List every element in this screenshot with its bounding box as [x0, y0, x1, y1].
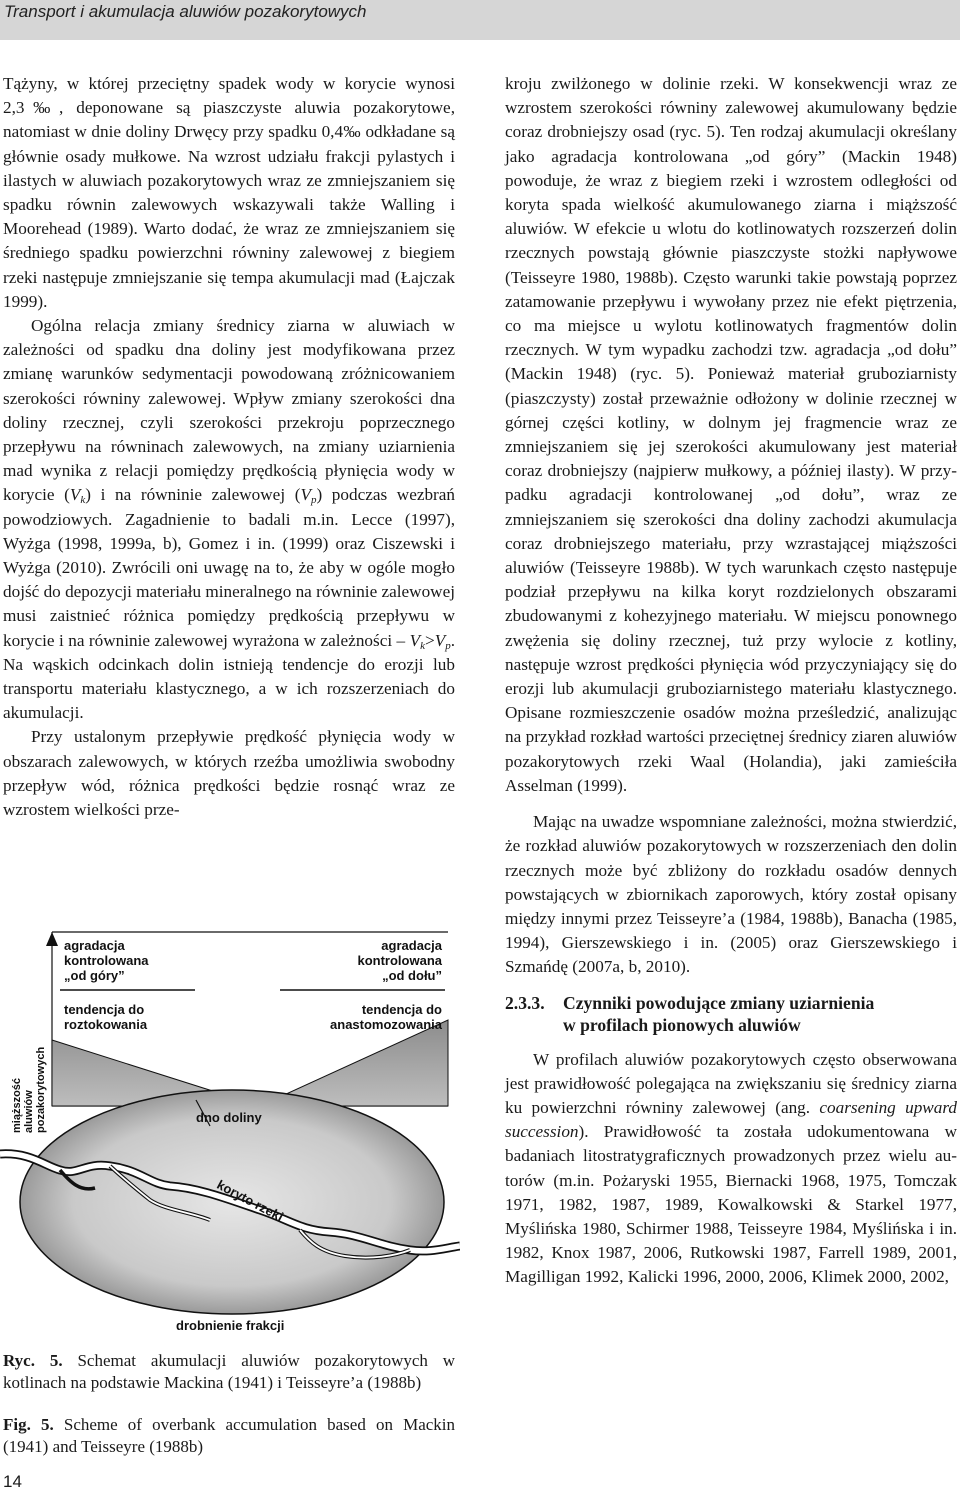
right-paragraph-1: kroju zwilżonego w dolinie rzeki. W konsekwencji wraz ze wzrostem szerokości równiny zalewowej akumulowany będzie coraz drobniejszy osad (ryc. 5). Ten rodzaj akumulacji określany jako agradacja kontrolowana „od góry” (Mackin 1948) powoduje, że wraz z biegiem rzeki i wzrostem odległości od koryta spada wielkość akumulowanego ziarna i miąższość aluwiów. W efekcie u wlotu do kotlinowatych rozszerzeń dolin rzecznych powstają głównie piaszczyste stożki napływowe (Teisseyre 1980, 1988b). Często warunki takie powstają poprzez zatamowanie przepływu i wywołany przez nie efekt piętrzenia, co ma miejsce u wylotu kotlinowatych fragmentów dolin rzecznych. W tym wypadku zachodzi tzw. agradacja „od dołu” (Mackin 1948) (ryc. 5). Ponieważ materiał gruboziarnisty (piaszczysty) został przeważnie odłożony w dolinie rzecznej w górnej części kotliny, w dolnym jej fragmencie wraz ze zmniejszaniem się jej szerokości akumulowany jest materiał coraz drobniejszy (najpierw mułkowy, a później ilasty). W przypadku agradacji kontrolowanej „od dołu”, wraz ze zmniejszaniem się szerokości dna doliny zachodzi akumulacja coraz drobniejszego materiału, przy wzrastającej miąższości aluwiów (Teisseyre 1988b). W tych warunkach często następuje podział przepływu na kilka koryt rozdzielonych obszarami zbudowanymi z kohezyjnego materiału. W miejscu ponownego zwężenia się doliny rzecznej, tuż przy wylocie z kotliny, następuje wzrost prędkości płynięcia wód przyczyniający się do erozji lub akumulacji gruboziarnistego materiału klastycznego. Opisane rozmieszczenie osadów można prześledzić, analizując na przykład rozkład wartości przeciętnej średnicy ziaren aluwiów pozakorytowych rzeki Waal (Holandia), jaki zamieściła Asselman (1999).	[505, 74, 957, 795]
section-title-line-1: Czynniki powodujące zmiany uziarnienia	[563, 992, 875, 1013]
thickness-axis-arrow-icon	[46, 932, 58, 946]
left-column	[3, 72, 455, 822]
label-alluvium-thickness: miąższość aluwiów pozakorytowych	[11, 1046, 47, 1133]
running-title: Transport i akumulacja aluwiów pozakorytowych	[4, 2, 367, 21]
label-river-channel: koryto rzeki	[214, 1176, 286, 1225]
caption-en-text: Scheme of overbank accumulation based on Mackin (1941) and Teisseyre (1988b)	[3, 1415, 456, 1456]
right-paragraph-3: W profilach aluwiów pozakorytowych często obserwowana jest prawidłowość polegająca na zwiększaniu się średnicy ziarna ku powierzchni równiny zalewowej (ang. coarsening upward succession). Prawidłowość ta została udokumentowana w badaniach litostratygraficznych prowadzonych przez wielu autorów (m.in. Pożaryski 1955, Biernacki 1968, 1975, Tomczak 1971, 1982, 1987, 1989, Kowalkowski & Starkel 1977, Myślińska 1980, Schirmer 1988, Teisseyre 1984, Myślińska i in. 1982, Knox 1987, 2006, Rutkowski 1987, Farrell 1989, 2001, Magilligan 1992, Kalicki 1996, 2000, 2006, Klimek 2000, 2002,	[505, 1049, 957, 1287]
label-grain-fining: drobnienie frakcji	[176, 1318, 285, 1333]
running-header	[0, 0, 960, 40]
figure-caption-en	[3, 1414, 455, 1458]
label-aggradation-from-below: agradacja kontrolowana „od dołu”	[357, 938, 442, 983]
left-paragraph-2: Ogólna relacja zmiany średnicy ziarna w aluwiach w zależności od spadku dna doliny jest modyfikowana przez zmianę warunków sedymentacji powodowaną zróżnicowaniem szerokości równiny zalewowej. Wpływ zmiany szerokości dna doliny rzecznej, czyli szerokości przekroju poprzecznego przepływu na równinach zalewowych, na zmiany uziarnienia mad wynika z relacji pomiędzy prędkością płynięcia wody w korycie $(V_k)$ i na równinie zalewowej $(V_p)$ podczas wezbrań powodziowych. Zagadnienie to badali m.in. Lecce (1997), Wyżga (1998, 1999a, b), Gomez i in. (1999) oraz Ciszewski i Wyżga (2010). Zwrócili oni uwagę na to, że aby w ogóle mogło dojść do depozycji materiału mineralnego na równinie zalewowej musi zaistnieć różnica pomiędzy prędkością przepływu w korycie i na równinie zalewowej wyrażona w zależności – $V_k>V_p$. Na wąskich odcinkach dolin istnieją tendencje do erozji lub transportu materiału klastycznego, a w ich rozszerzeniach do akumulacji.	[3, 316, 455, 723]
section-number: 2.3.3.	[505, 992, 545, 1013]
right-column	[505, 72, 957, 1290]
label-aggradation-from-above: agradacja kontrolowana „od góry”	[64, 938, 149, 983]
label-braiding-tendency: tendencja do roztokowania	[64, 1002, 148, 1032]
right-paragraph-2: Mając na uwadze wspomniane zależności, można stwierdzić, że rozkład aluwiów pozakorytowych w rozszerzeniach den dolin rzecznych może być zbliżony do rozkładu osadów dennych powstających w zbiornikach zaporowych, który został opisany między innymi przez Teisseyre’a (1984, 1988b), Banacha (1985, 1994), Gierszewskiego i in. (2005) oraz Gierszewskiego i Szmańdę (2007a, b, 2010).	[505, 812, 957, 977]
page-number: 14	[3, 1472, 22, 1491]
caption-pl-text: Schemat akumulacji aluwiów pozakorytowych w kotlinach na podstawie Mackina (1941) i Teisseyre’a (1988b)	[3, 1351, 456, 1392]
figure-5-diagram	[0, 930, 460, 1342]
section-heading	[505, 992, 957, 1036]
caption-pl-label: Ryc. 5.	[3, 1351, 63, 1370]
label-anastomosing-tendency: tendencja do anastomozowania	[330, 1002, 442, 1032]
left-paragraph-1: Tążyny, w której przeciętny spadek wody w korycie wynosi 2,3‰, deponowane są piaszczyste aluwia pozakorytowe, natomiast w dnie doliny Drwęcy przy spadku 0,4‰ odkładane są głównie osady mułkowe. Na wzrost udziału frakcji pylastych i ilastych w aluwiach pozakorytowych wraz ze zmniejszaniem się spadku równin zalewowych wskazywali także Walling i Moorehead (1989). Warto dodać, że wraz ze zmniejszaniem się średniego spadku powierzchni równiny zalewowej z biegiem rzeki następuje zmniejszanie się tempa akumulacji mad (Łajczak 1999).	[3, 74, 455, 311]
figure-5	[0, 930, 460, 1342]
left-paragraph-3: Przy ustalonym przepływie prędkość płynięcia wody w obszarach zalewowych, w których rzeźba umożliwia swobodny przepływ wód, różnica prędkości będzie rosnąć wraz ze wzrostem wielkości prze-	[3, 727, 455, 820]
figure-caption-pl	[3, 1350, 455, 1394]
section-title-line-2: w profilach pionowych aluwiów	[563, 1014, 801, 1035]
english-term: coarsening upward succession	[505, 1097, 957, 1142]
caption-en-label: Fig. 5.	[3, 1415, 54, 1434]
label-valley-floor: dno doliny	[196, 1110, 262, 1125]
